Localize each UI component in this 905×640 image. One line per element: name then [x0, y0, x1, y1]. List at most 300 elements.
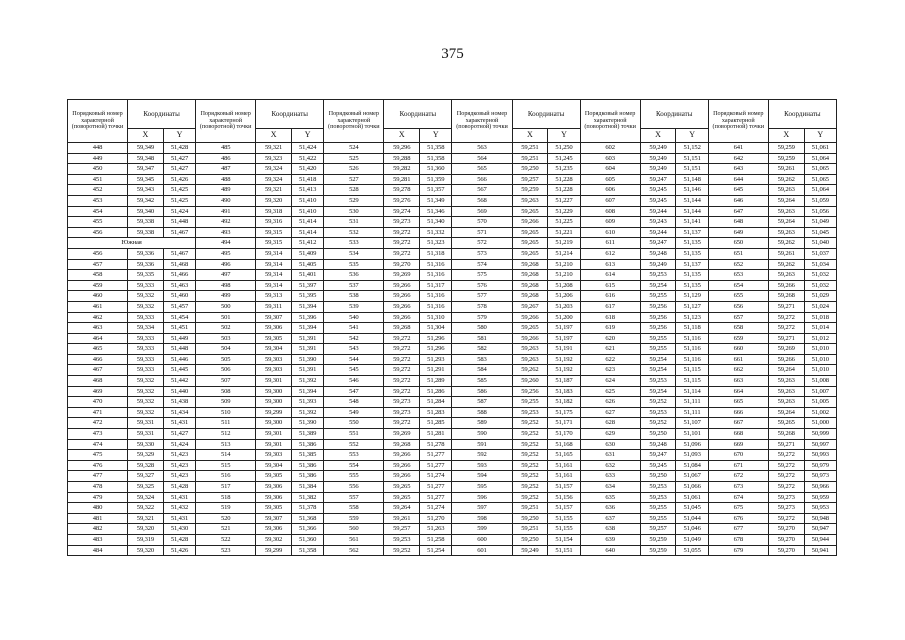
table-row — [68, 513, 837, 524]
point-number-cell: 629 — [580, 429, 640, 440]
x-cell: 59,265 — [512, 323, 548, 334]
x-cell: 59,263 — [768, 270, 804, 281]
point-number-cell: 559 — [324, 513, 384, 524]
x-cell: 59,256 — [640, 312, 676, 323]
y-cell: 50,997 — [804, 439, 836, 450]
point-number-cell: 589 — [452, 418, 512, 429]
point-number-cell: 550 — [324, 418, 384, 429]
table-row — [68, 206, 837, 217]
table-row — [68, 354, 837, 365]
page-number: 375 — [441, 46, 464, 62]
y-cell: 51,289 — [420, 376, 452, 387]
y-cell: 51,386 — [291, 460, 323, 471]
table-row — [68, 238, 837, 249]
x-cell: 59,253 — [384, 534, 420, 545]
table-row — [68, 248, 837, 259]
x-cell: 59,272 — [384, 238, 420, 249]
point-number-cell: 642 — [708, 153, 768, 164]
point-number-cell: 458 — [68, 270, 128, 281]
table-row — [68, 291, 837, 302]
x-header: X — [128, 129, 164, 143]
point-number-cell: 678 — [708, 534, 768, 545]
point-number-cell: 675 — [708, 503, 768, 514]
point-number-cell: 549 — [324, 407, 384, 418]
x-cell: 59,334 — [128, 323, 164, 334]
point-number-cell: 507 — [196, 376, 256, 387]
y-cell: 51,008 — [804, 376, 836, 387]
point-number-cell: 551 — [324, 429, 384, 440]
x-cell: 59,269 — [384, 429, 420, 440]
y-cell: 51,395 — [291, 291, 323, 302]
point-number-cell: 591 — [452, 439, 512, 450]
x-cell: 59,333 — [128, 280, 164, 291]
table-row — [68, 397, 837, 408]
y-cell: 51,368 — [291, 513, 323, 524]
point-number-cell: 594 — [452, 471, 512, 482]
y-cell: 51,394 — [291, 323, 323, 334]
y-cell: 51,427 — [163, 164, 195, 175]
point-number-cell: 536 — [324, 270, 384, 281]
point-number-cell: 601 — [452, 545, 512, 556]
point-number-cell: 467 — [68, 365, 128, 376]
x-cell: 59,263 — [768, 386, 804, 397]
y-cell: 51,277 — [420, 460, 452, 471]
point-number-cell: 584 — [452, 365, 512, 376]
point-number-cell: 622 — [580, 354, 640, 365]
section-label: Южная — [68, 238, 196, 249]
x-cell: 59,252 — [512, 492, 548, 503]
y-cell: 51,235 — [548, 164, 580, 175]
point-number-cell: 498 — [196, 280, 256, 291]
x-cell: 59,262 — [768, 174, 804, 185]
point-number-cell: 562 — [324, 545, 384, 556]
x-cell: 59,311 — [256, 301, 292, 312]
x-cell: 59,268 — [384, 323, 420, 334]
x-cell: 59,332 — [128, 301, 164, 312]
x-cell: 59,256 — [512, 386, 548, 397]
point-number-cell: 564 — [452, 153, 512, 164]
point-number-cell: 636 — [580, 503, 640, 514]
x-cell: 59,259 — [768, 143, 804, 154]
point-number-cell: 514 — [196, 450, 256, 461]
point-number-cell: 662 — [708, 365, 768, 376]
table-row — [68, 195, 837, 206]
point-number-cell: 585 — [452, 376, 512, 387]
y-cell: 51,358 — [420, 143, 452, 154]
point-number-cell: 613 — [580, 259, 640, 270]
y-cell: 51,111 — [676, 407, 708, 418]
y-cell: 51,422 — [291, 153, 323, 164]
y-cell: 51,258 — [420, 534, 452, 545]
point-number-cell: 519 — [196, 503, 256, 514]
point-number-header: Порядковый номер характерной (поворотной) точки — [324, 100, 384, 143]
point-number-cell: 540 — [324, 312, 384, 323]
point-number-cell: 469 — [68, 386, 128, 397]
point-number-cell: 660 — [708, 344, 768, 355]
point-number-cell: 633 — [580, 471, 640, 482]
point-number-cell: 620 — [580, 333, 640, 344]
table-row — [68, 301, 837, 312]
point-number-cell: 649 — [708, 227, 768, 238]
point-number-cell: 525 — [324, 153, 384, 164]
x-cell: 59,262 — [768, 259, 804, 270]
x-cell: 59,271 — [768, 301, 804, 312]
point-number-cell: 546 — [324, 376, 384, 387]
x-cell: 59,252 — [512, 429, 548, 440]
x-cell: 59,266 — [384, 280, 420, 291]
y-cell: 51,155 — [548, 524, 580, 535]
point-number-cell: 470 — [68, 397, 128, 408]
point-number-header: Порядковый номер характерной (поворотной) точки — [708, 100, 768, 143]
point-number-cell: 513 — [196, 439, 256, 450]
x-cell: 59,245 — [640, 185, 676, 196]
point-number-cell: 630 — [580, 439, 640, 450]
point-number-cell: 529 — [324, 195, 384, 206]
x-cell: 59,320 — [128, 545, 164, 556]
y-cell: 51,296 — [420, 333, 452, 344]
point-number-cell: 556 — [324, 482, 384, 493]
point-number-cell: 449 — [68, 153, 128, 164]
x-cell: 59,300 — [256, 397, 292, 408]
y-cell: 51,424 — [291, 143, 323, 154]
point-number-cell: 667 — [708, 418, 768, 429]
x-cell: 59,263 — [512, 354, 548, 365]
point-number-cell: 605 — [580, 174, 640, 185]
x-cell: 59,252 — [512, 418, 548, 429]
y-cell: 51,316 — [420, 259, 452, 270]
x-cell: 59,321 — [128, 513, 164, 524]
point-number-cell: 455 — [68, 217, 128, 228]
x-cell: 59,342 — [128, 195, 164, 206]
point-number-cell: 674 — [708, 492, 768, 503]
point-number-cell: 530 — [324, 206, 384, 217]
y-cell: 51,432 — [163, 503, 195, 514]
y-cell: 51,468 — [163, 259, 195, 270]
x-cell: 59,252 — [512, 460, 548, 471]
x-cell: 59,324 — [256, 174, 292, 185]
x-cell: 59,244 — [640, 206, 676, 217]
x-cell: 59,256 — [640, 301, 676, 312]
x-cell: 59,263 — [768, 206, 804, 217]
y-cell: 51,005 — [804, 397, 836, 408]
y-cell: 51,037 — [804, 248, 836, 259]
x-cell: 59,345 — [128, 174, 164, 185]
x-cell: 59,325 — [128, 482, 164, 493]
x-cell: 59,332 — [128, 397, 164, 408]
x-cell: 59,272 — [384, 418, 420, 429]
point-number-cell: 593 — [452, 460, 512, 471]
point-number-cell: 635 — [580, 492, 640, 503]
x-cell: 59,274 — [384, 206, 420, 217]
x-cell: 59,332 — [128, 386, 164, 397]
point-number-cell: 463 — [68, 323, 128, 334]
y-cell: 51,304 — [420, 323, 452, 334]
point-number-cell: 583 — [452, 354, 512, 365]
x-cell: 59,265 — [512, 206, 548, 217]
y-cell: 51,466 — [163, 270, 195, 281]
point-number-cell: 558 — [324, 503, 384, 514]
x-cell: 59,252 — [640, 418, 676, 429]
x-cell: 59,303 — [256, 365, 292, 376]
y-cell: 51,000 — [804, 418, 836, 429]
point-number-cell: 511 — [196, 418, 256, 429]
y-cell: 51,116 — [676, 354, 708, 365]
point-number-cell: 553 — [324, 450, 384, 461]
point-number-cell: 586 — [452, 386, 512, 397]
y-cell: 51,284 — [420, 397, 452, 408]
point-number-cell: 653 — [708, 270, 768, 281]
y-cell: 51,349 — [420, 195, 452, 206]
y-cell: 51,187 — [548, 376, 580, 387]
x-cell: 59,321 — [256, 185, 292, 196]
table-row — [68, 333, 837, 344]
y-cell: 51,442 — [163, 376, 195, 387]
point-number-cell: 569 — [452, 206, 512, 217]
y-cell: 51,286 — [420, 386, 452, 397]
x-cell: 59,257 — [640, 524, 676, 535]
point-number-cell: 490 — [196, 195, 256, 206]
point-number-cell: 671 — [708, 460, 768, 471]
point-number-cell: 456 — [68, 227, 128, 238]
table-row — [68, 280, 837, 291]
point-number-cell: 488 — [196, 174, 256, 185]
point-number-cell: 580 — [452, 323, 512, 334]
point-number-cell: 602 — [580, 143, 640, 154]
x-cell: 59,305 — [256, 471, 292, 482]
point-number-cell: 471 — [68, 407, 128, 418]
y-cell: 51,148 — [676, 174, 708, 185]
y-cell: 51,263 — [420, 524, 452, 535]
y-cell: 51,049 — [804, 217, 836, 228]
x-cell: 59,255 — [640, 291, 676, 302]
x-cell: 59,272 — [384, 386, 420, 397]
y-cell: 51,116 — [676, 344, 708, 355]
x-cell: 59,249 — [640, 259, 676, 270]
y-cell: 51,227 — [548, 195, 580, 206]
x-cell: 59,272 — [768, 450, 804, 461]
x-cell: 59,257 — [512, 174, 548, 185]
table-row — [68, 460, 837, 471]
y-cell: 51,291 — [420, 365, 452, 376]
x-cell: 59,251 — [512, 143, 548, 154]
x-cell: 59,333 — [128, 312, 164, 323]
point-number-cell: 544 — [324, 354, 384, 365]
y-cell: 51,359 — [420, 174, 452, 185]
y-cell: 51,115 — [676, 376, 708, 387]
x-cell: 59,335 — [128, 270, 164, 281]
y-cell: 51,423 — [163, 460, 195, 471]
x-cell: 59,314 — [256, 248, 292, 259]
point-number-cell: 539 — [324, 301, 384, 312]
y-cell: 50,948 — [804, 513, 836, 524]
y-cell: 51,446 — [163, 354, 195, 365]
x-cell: 59,327 — [128, 471, 164, 482]
point-number-cell: 533 — [324, 238, 384, 249]
x-cell: 59,251 — [512, 524, 548, 535]
y-cell: 51,225 — [548, 217, 580, 228]
x-cell: 59,263 — [512, 195, 548, 206]
x-cell: 59,272 — [768, 460, 804, 471]
x-cell: 59,318 — [256, 206, 292, 217]
point-number-cell: 506 — [196, 365, 256, 376]
x-cell: 59,263 — [768, 376, 804, 387]
y-cell: 51,165 — [548, 450, 580, 461]
x-cell: 59,316 — [256, 217, 292, 228]
x-cell: 59,255 — [640, 513, 676, 524]
point-number-cell: 614 — [580, 270, 640, 281]
y-cell: 51,093 — [676, 450, 708, 461]
y-cell: 51,360 — [420, 164, 452, 175]
point-number-cell: 608 — [580, 206, 640, 217]
x-cell: 59,301 — [256, 429, 292, 440]
point-number-cell: 609 — [580, 217, 640, 228]
y-header: Y — [804, 129, 836, 143]
x-cell: 59,268 — [768, 291, 804, 302]
x-cell: 59,338 — [128, 217, 164, 228]
y-cell: 51,340 — [420, 217, 452, 228]
x-cell: 59,250 — [512, 534, 548, 545]
point-number-cell: 483 — [68, 534, 128, 545]
point-number-cell: 576 — [452, 280, 512, 291]
x-cell: 59,268 — [512, 259, 548, 270]
x-cell: 59,301 — [256, 376, 292, 387]
point-number-cell: 597 — [452, 503, 512, 514]
point-number-cell: 568 — [452, 195, 512, 206]
y-cell: 51,360 — [291, 534, 323, 545]
x-cell: 59,299 — [256, 545, 292, 556]
point-number-cell: 625 — [580, 386, 640, 397]
point-number-cell: 582 — [452, 344, 512, 355]
x-cell: 59,252 — [384, 545, 420, 556]
point-number-cell: 453 — [68, 195, 128, 206]
x-cell: 59,281 — [384, 174, 420, 185]
x-cell: 59,307 — [256, 513, 292, 524]
y-cell: 51,425 — [163, 195, 195, 206]
point-number-cell: 631 — [580, 450, 640, 461]
y-cell: 51,154 — [548, 534, 580, 545]
x-cell: 59,338 — [128, 227, 164, 238]
point-number-cell: 487 — [196, 164, 256, 175]
x-cell: 59,349 — [128, 143, 164, 154]
x-cell: 59,249 — [512, 545, 548, 556]
x-cell: 59,267 — [512, 301, 548, 312]
x-cell: 59,273 — [384, 407, 420, 418]
point-number-cell: 575 — [452, 270, 512, 281]
x-cell: 59,272 — [384, 354, 420, 365]
x-cell: 59,273 — [384, 217, 420, 228]
y-cell: 51,346 — [420, 206, 452, 217]
x-cell: 59,268 — [512, 291, 548, 302]
point-number-cell: 508 — [196, 386, 256, 397]
point-number-cell: 454 — [68, 206, 128, 217]
x-cell: 59,314 — [256, 280, 292, 291]
point-number-cell: 617 — [580, 301, 640, 312]
y-cell: 51,410 — [291, 206, 323, 217]
y-cell: 51,192 — [548, 354, 580, 365]
y-cell: 50,947 — [804, 524, 836, 535]
y-cell: 51,423 — [163, 450, 195, 461]
point-number-cell: 527 — [324, 174, 384, 185]
x-cell: 59,304 — [256, 460, 292, 471]
x-cell: 59,266 — [512, 217, 548, 228]
x-cell: 59,268 — [768, 429, 804, 440]
y-cell: 51,392 — [291, 376, 323, 387]
x-cell: 59,273 — [384, 397, 420, 408]
x-cell: 59,314 — [256, 259, 292, 270]
x-cell: 59,265 — [512, 248, 548, 259]
point-number-cell: 478 — [68, 482, 128, 493]
x-cell: 59,300 — [256, 418, 292, 429]
x-cell: 59,300 — [256, 386, 292, 397]
point-number-cell: 450 — [68, 164, 128, 175]
y-cell: 51,414 — [291, 217, 323, 228]
x-cell: 59,265 — [768, 418, 804, 429]
y-cell: 51,389 — [291, 429, 323, 440]
point-number-cell: 669 — [708, 439, 768, 450]
coordinates-header: Координаты — [640, 100, 708, 129]
point-number-cell: 621 — [580, 344, 640, 355]
y-cell: 51,378 — [291, 503, 323, 514]
x-cell: 59,270 — [768, 545, 804, 556]
y-cell: 51,366 — [291, 524, 323, 535]
y-cell: 51,424 — [163, 206, 195, 217]
x-cell: 59,244 — [640, 227, 676, 238]
table-row — [68, 524, 837, 535]
table-row — [68, 185, 837, 196]
point-number-cell: 639 — [580, 534, 640, 545]
y-cell: 51,316 — [420, 301, 452, 312]
table-row — [68, 227, 837, 238]
point-number-cell: 502 — [196, 323, 256, 334]
y-cell: 51,318 — [420, 248, 452, 259]
point-number-cell: 626 — [580, 397, 640, 408]
x-cell: 59,256 — [640, 323, 676, 334]
point-number-cell: 482 — [68, 524, 128, 535]
point-number-cell: 509 — [196, 397, 256, 408]
y-cell: 51,409 — [291, 248, 323, 259]
y-cell: 51,161 — [548, 471, 580, 482]
y-cell: 51,135 — [676, 248, 708, 259]
point-number-cell: 448 — [68, 143, 128, 154]
x-cell: 59,333 — [128, 365, 164, 376]
x-cell: 59,266 — [512, 333, 548, 344]
table-row — [68, 534, 837, 545]
point-number-cell: 570 — [452, 217, 512, 228]
coordinates-header: Координаты — [256, 100, 324, 129]
table-row — [68, 312, 837, 323]
table-row — [68, 270, 837, 281]
y-cell: 50,953 — [804, 503, 836, 514]
point-number-cell: 475 — [68, 450, 128, 461]
point-number-cell: 484 — [68, 545, 128, 556]
y-cell: 51,390 — [291, 354, 323, 365]
point-number-cell: 672 — [708, 471, 768, 482]
table-row — [68, 503, 837, 514]
point-number-cell: 466 — [68, 354, 128, 365]
point-number-cell: 572 — [452, 238, 512, 249]
point-number-cell: 623 — [580, 365, 640, 376]
point-number-cell: 473 — [68, 429, 128, 440]
x-cell: 59,329 — [128, 450, 164, 461]
x-cell: 59,261 — [384, 513, 420, 524]
point-number-cell: 652 — [708, 259, 768, 270]
point-number-cell: 459 — [68, 280, 128, 291]
y-cell: 51,065 — [804, 164, 836, 175]
x-cell: 59,332 — [128, 407, 164, 418]
y-cell: 51,392 — [291, 407, 323, 418]
point-number-cell: 501 — [196, 312, 256, 323]
y-cell: 51,066 — [676, 482, 708, 493]
